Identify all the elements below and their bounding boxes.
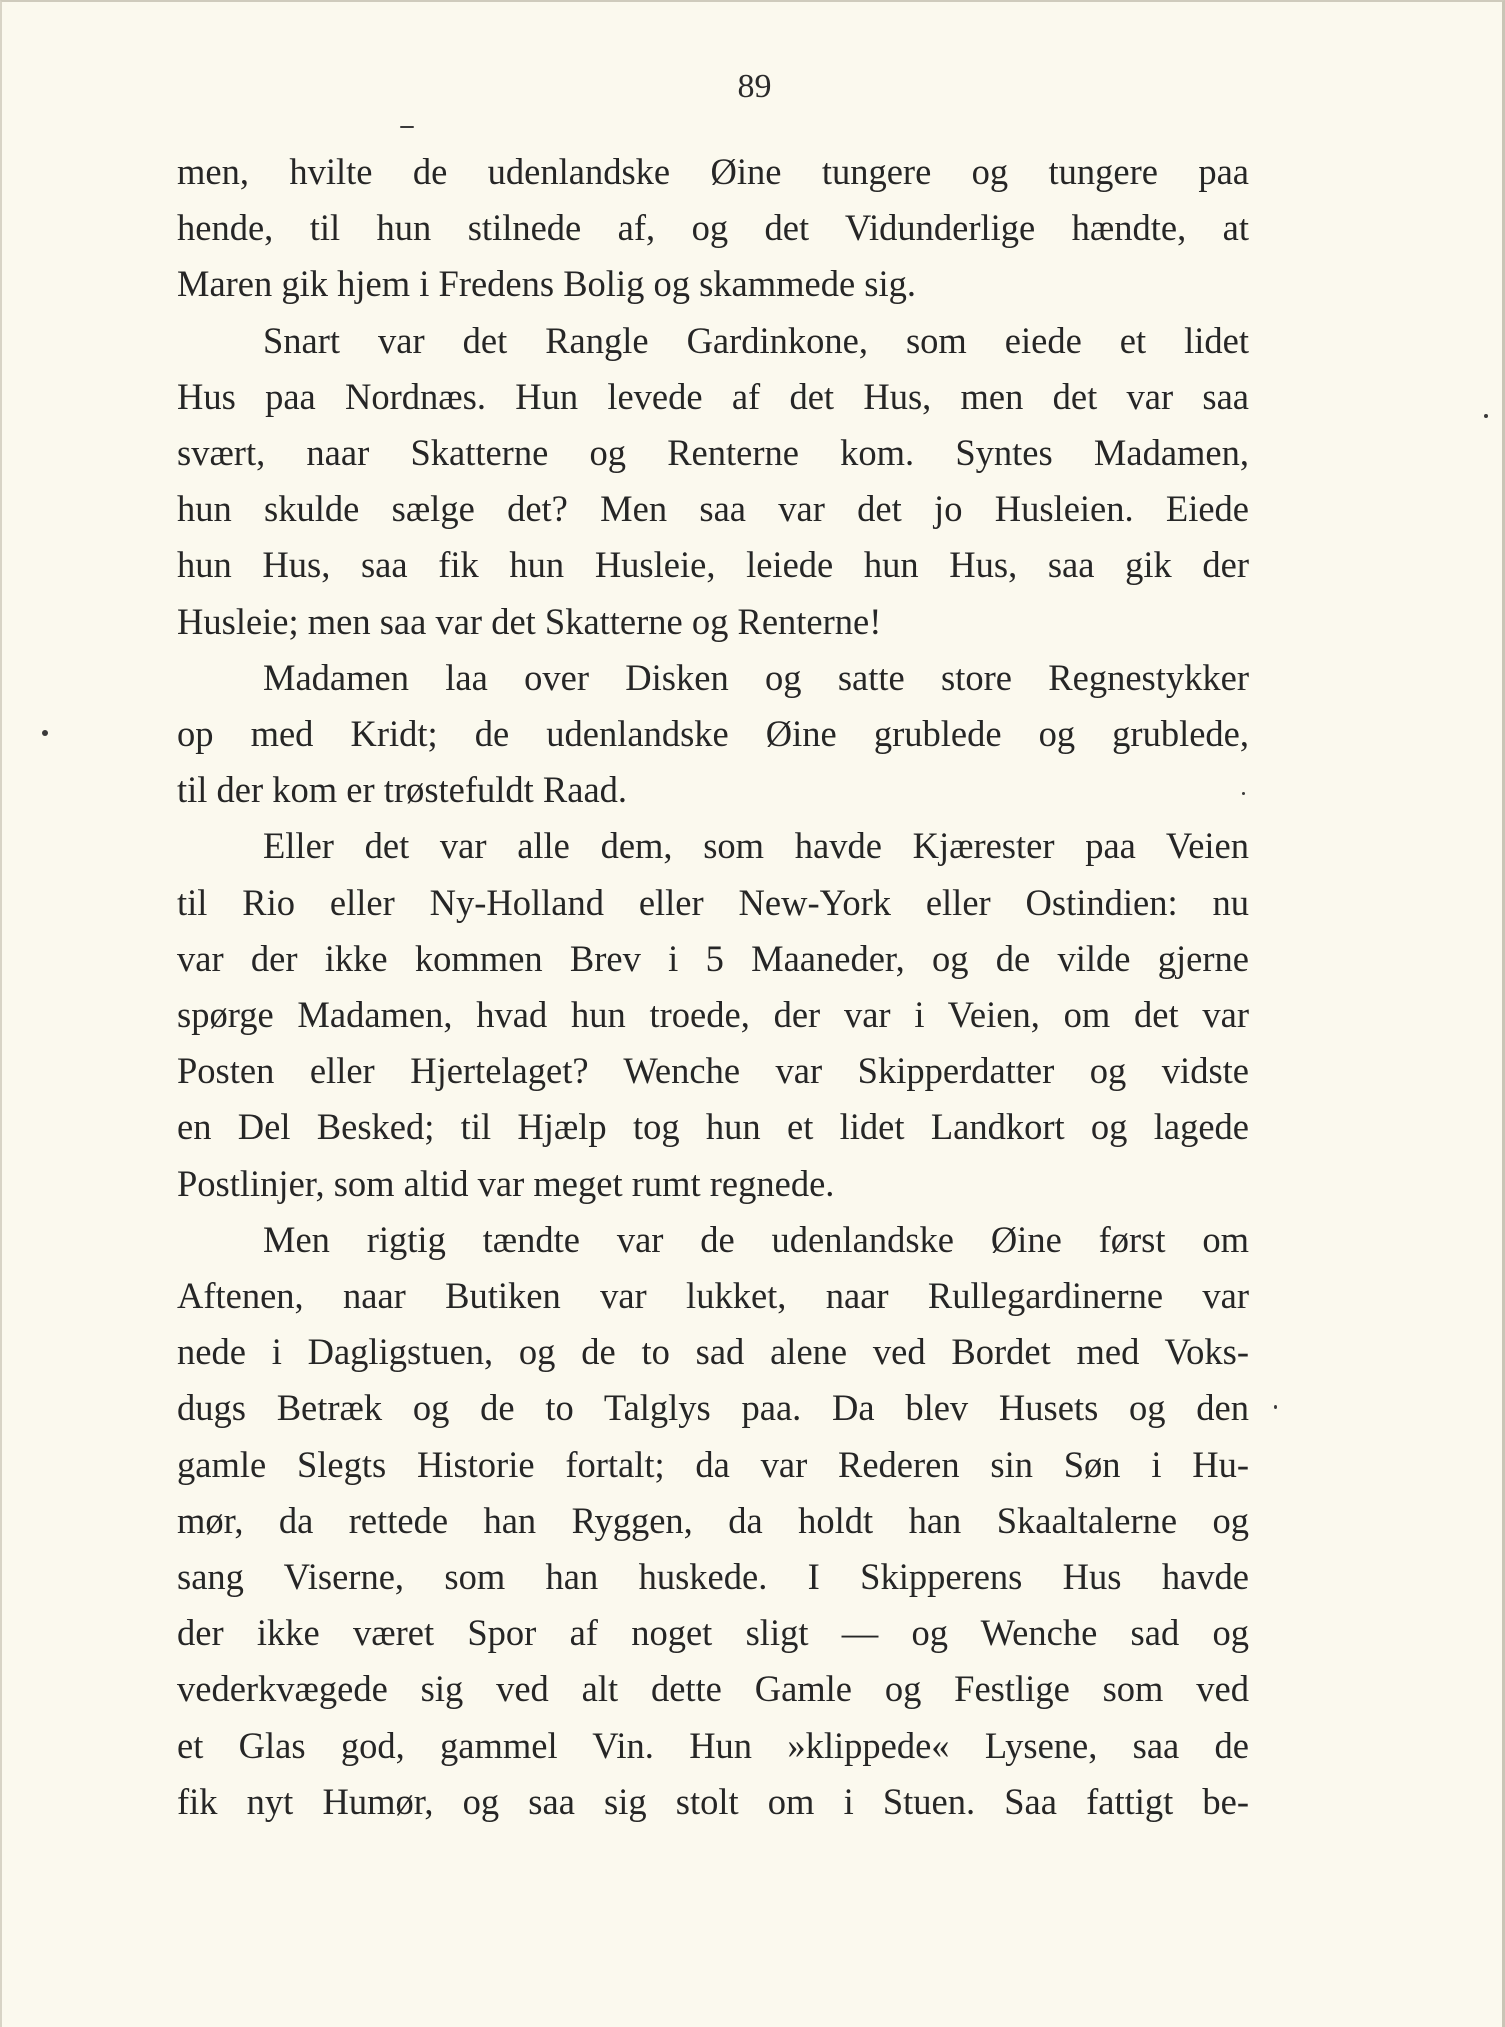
paper-speck	[400, 126, 414, 128]
text-line: men, hvilte de udenlandske Øine tungere og tungere paa	[177, 151, 1249, 192]
paragraph	[177, 313, 1249, 650]
text-line: gamle Slegts Historie fortalt; da var Rederen sin Søn i Hu-	[177, 1443, 1249, 1485]
paper-speck	[42, 730, 48, 736]
text-line: Husleie; men saa var det Skatterne og Renterne!	[177, 600, 882, 642]
text-line: svært, naar Skatterne og Renterne kom. Syntes Madamen,	[177, 432, 1249, 474]
text-line: vederkvægede sig ved alt dette Gamle og Festlige som ved	[177, 1668, 1249, 1710]
text-line: hun Hus, saa fik hun Husleie, leiede hun Hus, saa gik der	[177, 544, 1249, 586]
text-line: sang Viserne, som han huskede. I Skipperens Hus havde	[177, 1556, 1249, 1598]
text-line: Men rigtig tændte var de udenlandske Øine først om	[263, 1218, 1249, 1260]
text-line: mør, da rettede han Ryggen, da holdt han Skaaltalerne og	[177, 1499, 1249, 1541]
text-line: Maren gik hjem i Fredens Bolig og skammede sig.	[177, 263, 917, 305]
text-line: der ikke været Spor af noget sligt — og Wenche sad og	[177, 1612, 1249, 1654]
paragraph	[177, 144, 1249, 313]
text-line: Hus paa Nordnæs. Hun levede af det Hus, men det var saa	[177, 375, 1249, 417]
paper-speck	[1242, 792, 1245, 795]
text-line: til Rio eller Ny-Holland eller New-York eller Ostindien: nu	[177, 881, 1249, 923]
text-line: Aftenen, naar Butiken var lukket, naar Rullegardinerne var	[177, 1275, 1249, 1317]
text-line: dugs Betræk og de to Talglys paa. Da blev Husets og den	[177, 1387, 1249, 1429]
text-line: Madamen laa over Disken og satte store Regnestykker	[263, 656, 1249, 698]
paper-speck	[1274, 1405, 1277, 1409]
paragraph	[177, 650, 1249, 819]
paper-speck	[1484, 414, 1488, 418]
page-number: 89	[737, 68, 772, 105]
text-line: Postlinjer, som altid var meget rumt regnede.	[177, 1162, 835, 1204]
text-line: hende, til hun stilnede af, og det Vidunderlige hændte, at	[177, 207, 1249, 249]
paragraph	[177, 1212, 1249, 1830]
text-line: til der kom er trøstefuldt Raad.	[177, 769, 628, 811]
text-line: fik nyt Humør, og saa sig stolt om i Stuen. Saa fattigt be-	[177, 1780, 1249, 1822]
text-line: nede i Dagligstuen, og de to sad alene ved Bordet med Voks-	[177, 1331, 1249, 1373]
text-line: var der ikke kommen Brev i 5 Maaneder, og de vilde gjerne	[177, 937, 1249, 979]
text-line: Snart var det Rangle Gardinkone, som eiede et lidet	[263, 319, 1249, 361]
text-line: en Del Besked; til Hjælp tog hun et lidet Landkort og lagede	[177, 1106, 1249, 1148]
text-line: et Glas god, gammel Vin. Hun »klippede« Lysene, saa de	[177, 1724, 1249, 1766]
text-line: Eller det var alle dem, som havde Kjærester paa Veien	[263, 825, 1249, 867]
text-line: op med Kridt; de udenlandske Øine grublede og grublede,	[177, 713, 1249, 755]
text-line: Posten eller Hjertelaget? Wenche var Skipperdatter og vidste	[177, 1050, 1249, 1092]
body-text	[177, 144, 1249, 1830]
text-line: spørge Madamen, hvad hun troede, der var i Veien, om det var	[177, 994, 1249, 1036]
text-line: hun skulde sælge det? Men saa var det jo Husleien. Eiede	[177, 488, 1249, 530]
paragraph	[177, 818, 1249, 1211]
